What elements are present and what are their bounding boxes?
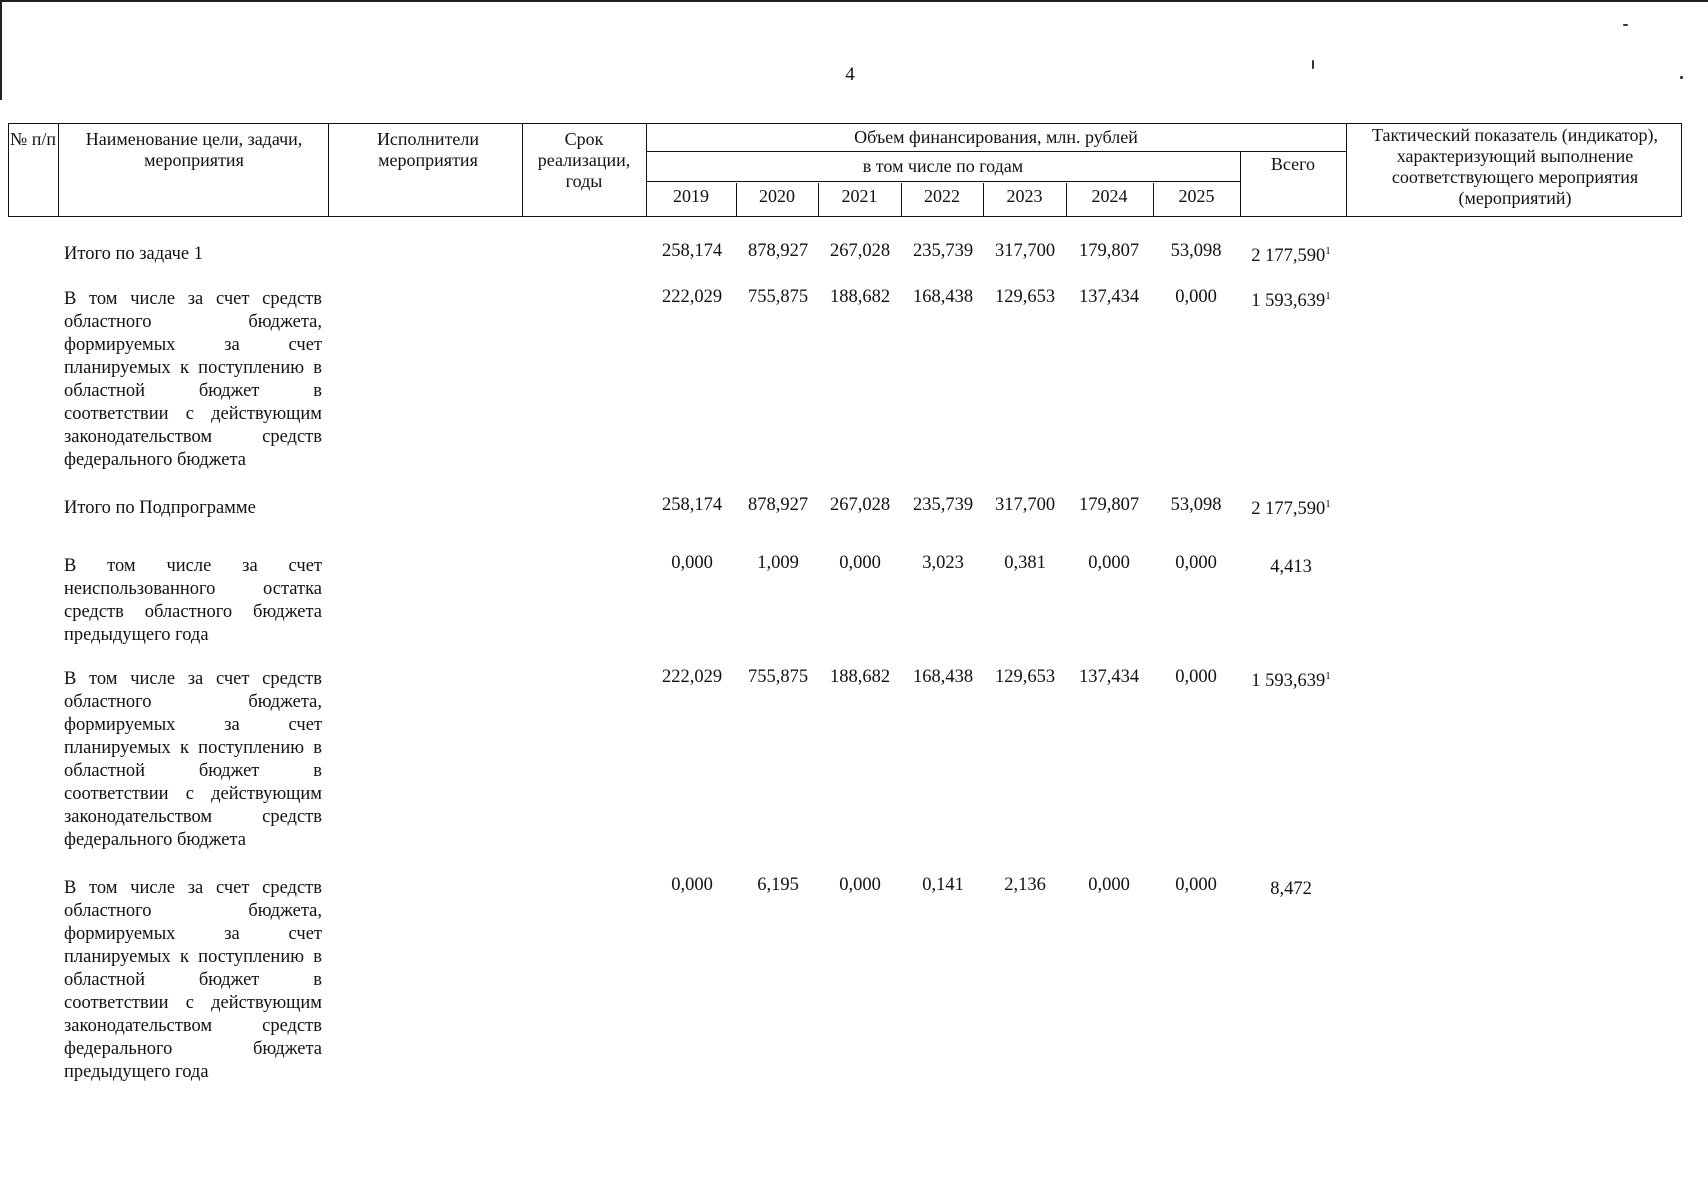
value-cell: 755,875: [747, 287, 809, 307]
row-label: В том числе за счет средств областного бюджета, формируемых за счет планируемых к поступлению в областной бюджет в соответствии с действующим законодательством средств федерального бюджета: [64, 289, 322, 470]
value-cell: 0,000: [1175, 667, 1217, 687]
value-cell: 258,174: [661, 495, 723, 515]
header-year: 2025: [1178, 186, 1215, 206]
scan-speck: [1623, 24, 1628, 26]
value-cell: 267,028: [829, 495, 891, 515]
value-cell: 6,195: [757, 875, 799, 895]
value-cell: 235,739: [912, 241, 974, 261]
value-cell: 53,098: [1170, 495, 1222, 515]
value-cell: 137,434: [1078, 287, 1140, 307]
value-cell: 878,927: [747, 241, 809, 261]
value-cell: 168,438: [912, 667, 974, 687]
value-cell: 0,000: [1175, 553, 1217, 573]
total-cell: 2 177,590$^1$: [1251, 498, 1331, 520]
value-cell: 0,000: [1088, 875, 1130, 895]
header-indicator: Тактический показатель (индикатор), характеризующий выполнение соответствующего мероприятия (мероприятий): [1372, 125, 1658, 208]
value-cell: 1,009: [757, 553, 799, 573]
value-cell: 0,141: [922, 875, 964, 895]
total-cell: 1 593,639$^1$: [1251, 290, 1331, 312]
value-cell: 3,023: [922, 553, 964, 573]
header-num: № п/п: [10, 129, 56, 149]
value-cell: 222,029: [661, 667, 723, 687]
total-cell: 8,472: [1270, 879, 1312, 900]
value-cell: 878,927: [747, 495, 809, 515]
header-name: Наименование цели, задачи, мероприятия: [85, 129, 303, 170]
value-cell: 137,434: [1078, 667, 1140, 687]
scan-edge-left: [0, 0, 2, 100]
header-year: 2019: [673, 186, 709, 206]
value-cell: 755,875: [747, 667, 809, 687]
header-period: Срок реализации, годы: [537, 129, 631, 191]
value-cell: 267,028: [829, 241, 891, 261]
row-label: В том числе за счет неиспользованного остатка средств областного бюджета предыдущего года: [64, 556, 322, 645]
header-funding: Объем финансирования, млн. рублей: [854, 127, 1138, 147]
value-cell: 222,029: [661, 287, 723, 307]
value-cell: 168,438: [912, 287, 974, 307]
value-cell: 0,000: [671, 553, 713, 573]
value-cell: 235,739: [912, 495, 974, 515]
header-year: 2021: [841, 186, 878, 206]
value-cell: 258,174: [661, 241, 723, 261]
total-cell: 2 177,590$^1$: [1251, 245, 1331, 267]
page-number: 4: [845, 64, 855, 85]
row-label: Итого по задаче 1: [64, 244, 204, 264]
value-cell: 0,000: [1088, 553, 1130, 573]
header-year: 2020: [759, 186, 795, 206]
header-total: Всего: [1270, 154, 1316, 174]
value-cell: 0,381: [1004, 553, 1046, 573]
header-executors: Исполнители мероприятия: [376, 129, 480, 170]
scan-speck: [1312, 60, 1314, 69]
value-cell: 53,098: [1170, 241, 1222, 261]
value-cell: 0,000: [839, 553, 881, 573]
value-cell: 129,653: [994, 667, 1056, 687]
value-cell: 179,807: [1078, 241, 1140, 261]
value-cell: 317,700: [994, 241, 1056, 261]
value-cell: 0,000: [1175, 875, 1217, 895]
header-year: 2024: [1091, 186, 1128, 206]
value-cell: 179,807: [1078, 495, 1140, 515]
table-header: [8, 123, 1682, 217]
value-cell: 0,000: [1175, 287, 1217, 307]
header-year: 2022: [924, 186, 960, 206]
row-label: В том числе за счет средств областного бюджета, формируемых за счет планируемых к поступлению в областной бюджет в соответствии с действующим законодательством средств федерального бюджета: [64, 669, 322, 850]
value-cell: 188,682: [829, 667, 891, 687]
row-label: Итого по Подпрограмме: [64, 498, 256, 518]
value-cell: 317,700: [994, 495, 1056, 515]
total-cell: 4,413: [1270, 557, 1312, 578]
scan-edge-top: [0, 0, 1708, 2]
header-year: 2023: [1006, 186, 1043, 206]
value-cell: 0,000: [671, 875, 713, 895]
value-cell: 129,653: [994, 287, 1056, 307]
scan-speck: [1680, 76, 1683, 79]
value-cell: 0,000: [839, 875, 881, 895]
value-cell: 188,682: [829, 287, 891, 307]
header-by-years: в том числе по годам: [862, 156, 1024, 176]
total-cell: 1 593,639$^1$: [1251, 670, 1331, 692]
row-label: В том числе за счет средств областного бюджета, формируемых за счет планируемых к поступлению в областной бюджет в соответствии с действующим законодательством средств федерального бюджета предыдущего года: [64, 878, 322, 1082]
value-cell: 2,136: [1004, 875, 1046, 895]
